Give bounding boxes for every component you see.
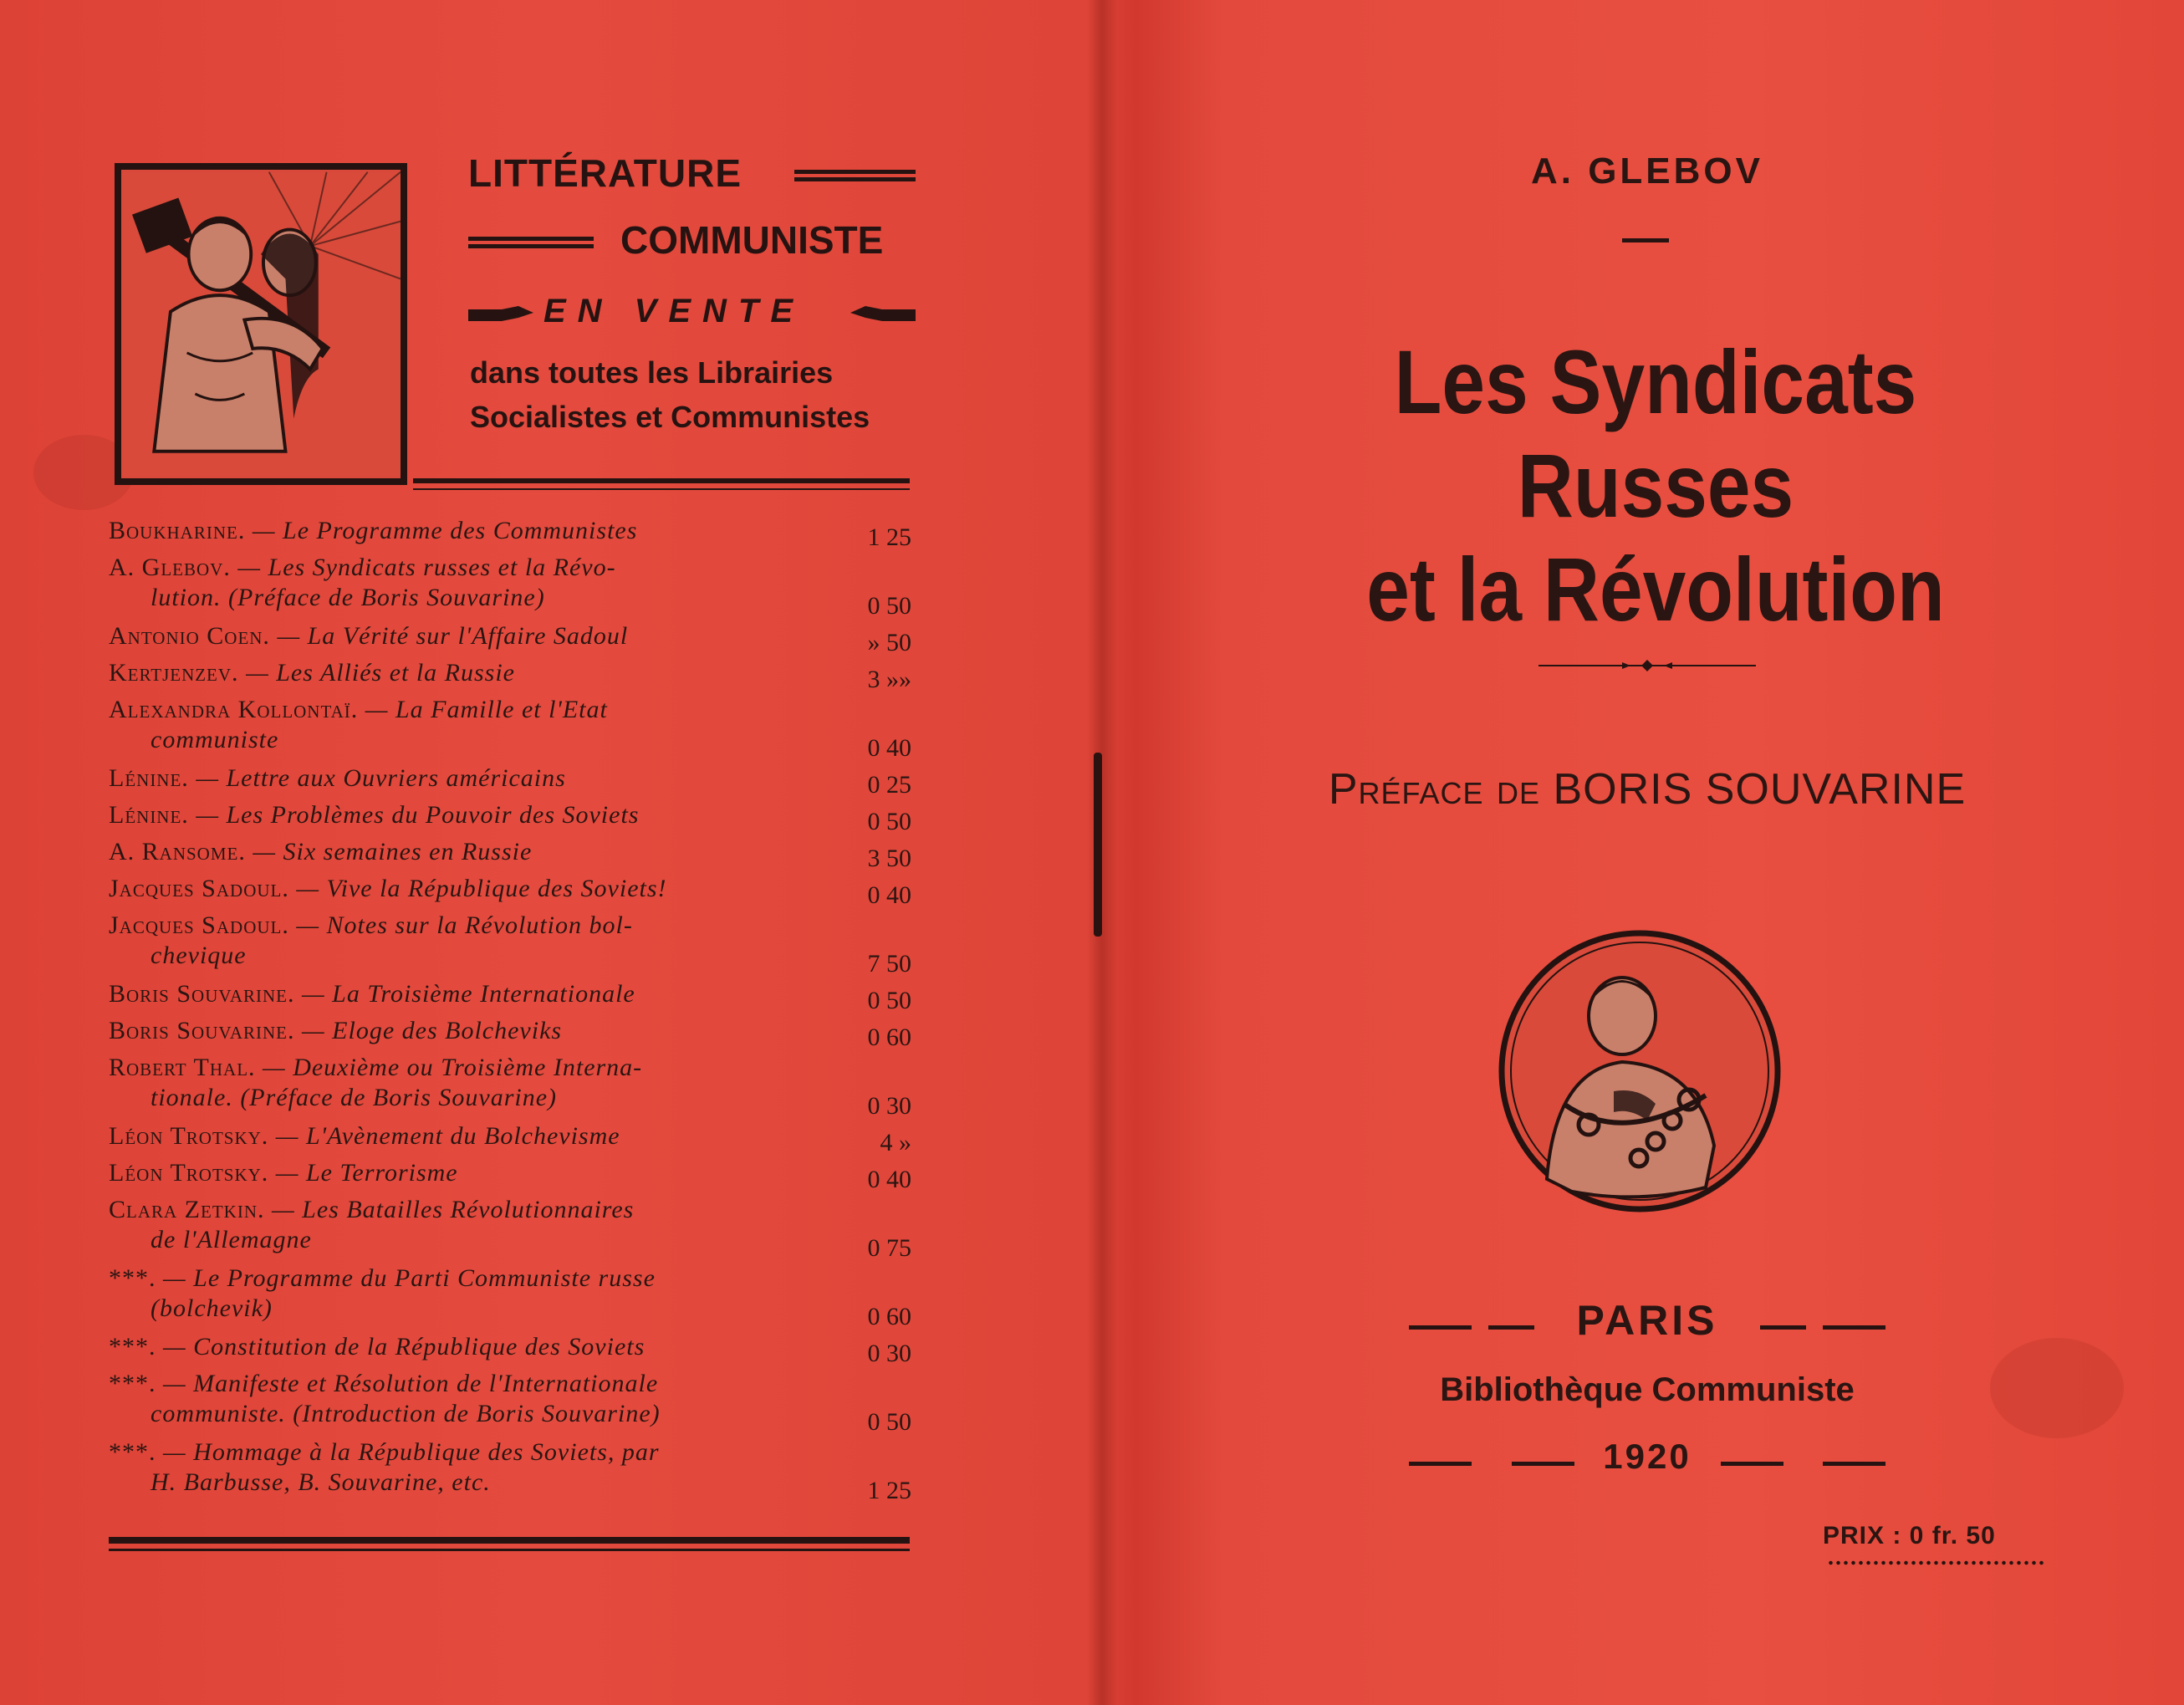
entry-title-continued: communiste. (Introduction de Boris Souvarine) (151, 1400, 661, 1427)
entry-author: Lénine. (109, 764, 189, 792)
catalog-entry (109, 1055, 911, 1124)
paper-stain (1990, 1338, 2124, 1438)
entry-title: — Vive la République des Soviets! (296, 875, 667, 902)
preface-credit (1254, 764, 2040, 814)
entry-title: — Les Alliés et la Russie (246, 659, 516, 687)
double-rule (468, 237, 594, 248)
entry-title: — La Vérité sur l'Affaire Sadoul (277, 622, 629, 650)
chained-worker-medallion (1497, 928, 1783, 1214)
catalog-entry (109, 1161, 911, 1197)
dash-rule (1823, 1462, 1885, 1466)
entry-author: Léon Trotsky. (109, 1159, 269, 1187)
entry-price: 0 60 (867, 1024, 911, 1051)
entry-price: 0 30 (867, 1340, 911, 1367)
pointing-hand-right-icon (468, 303, 535, 328)
entry-price: 0 40 (867, 881, 911, 909)
entry-author: A. Ransome. (109, 838, 246, 865)
catalog-entry (109, 1197, 911, 1266)
entry-author: A. Glebov. (109, 554, 231, 581)
entry-author: Jacques Sadoul. (109, 875, 289, 902)
entry-title: — Six semaines en Russie (253, 838, 533, 865)
catalog-entry (109, 697, 911, 766)
book-title-line2: et la Révolution (1366, 539, 1945, 641)
double-rule (794, 170, 916, 181)
entry-author: ***. (109, 1370, 156, 1397)
entry-author: Boukharine. (109, 517, 246, 544)
entry-title-continued: chevique (151, 942, 247, 969)
entry-price: 3 50 (867, 845, 911, 872)
entry-author: Kertjenzev. (109, 659, 239, 687)
entry-title: — Eloge des Bolcheviks (302, 1017, 563, 1044)
entry-title-continued: lution. (Préface de Boris Souvarine) (151, 584, 545, 611)
dotted-underline (1827, 1560, 2044, 1565)
entry-title: — L'Avènement du Bolchevisme (275, 1122, 620, 1150)
cover-price: PRIX : 0 fr. 50 (1823, 1522, 1996, 1549)
entry-author: Antonio Coen. (109, 622, 270, 650)
entry-author: Clara Zetkin. (109, 1196, 265, 1223)
entry-price: 0 50 (867, 808, 911, 835)
catalog-entry (109, 876, 911, 913)
catalog-entry (109, 803, 911, 840)
dash-rule (1721, 1462, 1783, 1466)
entry-title: — Les Batailles Révolutionnaires (271, 1196, 635, 1223)
entry-title: — Manifeste et Résolution de l'Internationale (163, 1370, 659, 1397)
en-vente-label: EN VENTE (543, 293, 805, 329)
catalog-entry (109, 555, 911, 624)
entry-author: Boris Souvarine. (109, 1017, 295, 1044)
entry-title: — Le Programme des Communistes (252, 517, 638, 544)
entry-title: — Lettre aux Ouvriers américains (196, 764, 566, 792)
entry-price: 0 40 (867, 1166, 911, 1193)
catalog-entry (109, 1018, 911, 1055)
author-name: A. GLEBOV (1530, 151, 1764, 191)
entry-title-continued: H. Barbusse, B. Souvarine, etc. (151, 1468, 491, 1496)
catalog-entry (109, 1371, 911, 1440)
entry-price: 1 25 (867, 523, 911, 551)
dash-rule (1760, 1325, 1806, 1330)
book-spine (1087, 0, 1117, 1705)
bottom-rule (109, 1537, 910, 1544)
entry-title: — Hommage à la République des Soviets, par (163, 1438, 660, 1466)
entry-title: — Constitution de la République des Soviets (163, 1333, 646, 1360)
entry-price: 0 60 (867, 1303, 911, 1330)
catalog-entry (109, 1124, 911, 1161)
short-divider (1622, 238, 1669, 242)
entry-author: ***. (109, 1333, 156, 1360)
entry-title-continued: tionale. (Préface de Boris Souvarine) (151, 1084, 558, 1111)
entry-author: Lénine. (109, 801, 189, 829)
catalog-heading-line1: LITTÉRATURE (468, 151, 742, 195)
catalog-entry (109, 982, 911, 1018)
book-title (1268, 330, 2044, 642)
hammer-worker-image (121, 170, 401, 478)
entry-title: — Les Syndicats russes et la Révo- (237, 554, 616, 581)
entry-price: 0 50 (867, 592, 911, 620)
entry-author: Jacques Sadoul. (109, 911, 289, 939)
catalog-entry (109, 518, 911, 555)
entry-author: Alexandra Kollontaï. (109, 696, 359, 723)
ornamental-divider (1538, 657, 1756, 674)
catalog-entry (109, 1266, 911, 1335)
entry-title: — La Famille et l'Etat (365, 696, 608, 723)
catalog-entry (109, 766, 911, 803)
catalog-entry (109, 913, 911, 982)
catalog-entry (109, 624, 911, 661)
catalog-entry (109, 1440, 911, 1508)
entry-title-continued: (bolchevik) (151, 1294, 273, 1322)
entry-title: — Le Terrorisme (275, 1159, 458, 1187)
entry-title: — Deuxième ou Troisième Interna- (263, 1054, 643, 1081)
entry-price: 0 40 (867, 734, 911, 762)
entry-price: 0 50 (867, 987, 911, 1014)
bottom-rule (109, 1549, 910, 1551)
publication-city: PARIS (1576, 1297, 1718, 1344)
catalog-heading-line2: COMMUNISTE (620, 218, 884, 262)
entry-author: Boris Souvarine. (109, 980, 295, 1008)
catalog-entry (109, 840, 911, 876)
entry-title: — La Troisième Internationale (302, 980, 635, 1008)
entry-price: 0 25 (867, 771, 911, 799)
catalog-list (109, 518, 911, 1508)
availability-line1: dans toutes les Librairies (470, 355, 834, 390)
entry-price: 0 30 (867, 1092, 911, 1120)
dash-rule (1823, 1325, 1885, 1330)
entry-title: — Notes sur la Révolution bol- (296, 911, 633, 939)
entry-title: — Le Programme du Parti Communiste russe (163, 1264, 656, 1292)
publication-year: 1920 (1603, 1437, 1692, 1476)
entry-price: 0 75 (867, 1234, 911, 1262)
availability-line2: Socialistes et Communistes (470, 400, 870, 434)
catalog-entry (109, 1335, 911, 1371)
staple (1094, 753, 1102, 937)
entry-price: » 50 (867, 629, 911, 656)
pointing-hand-left-icon (849, 303, 916, 328)
worker-illustration (115, 163, 407, 485)
entry-author: Robert Thal. (109, 1054, 256, 1081)
entry-title-continued: de l'Allemagne (151, 1226, 312, 1253)
entry-price: 0 50 (867, 1408, 911, 1436)
publisher-name: Bibliothèque Communiste (1440, 1371, 1855, 1408)
section-rule (413, 488, 910, 490)
entry-price: 1 25 (867, 1477, 911, 1504)
entry-title: — Les Problèmes du Pouvoir des Soviets (196, 801, 640, 829)
catalog-entry (109, 661, 911, 697)
entry-title-continued: communiste (151, 726, 279, 753)
section-rule (413, 478, 910, 483)
book-title-line1: Les Syndicats Russes (1394, 331, 1917, 537)
entry-author: ***. (109, 1264, 156, 1292)
entry-price: 7 50 (867, 950, 911, 978)
preface-prefix: Préface de (1328, 765, 1541, 814)
entry-price: 4 » (880, 1129, 911, 1156)
entry-author: ***. (109, 1438, 156, 1466)
preface-name: BORIS SOUVARINE (1553, 765, 1967, 814)
entry-author: Léon Trotsky. (109, 1122, 269, 1150)
entry-price: 3 »» (867, 666, 911, 693)
